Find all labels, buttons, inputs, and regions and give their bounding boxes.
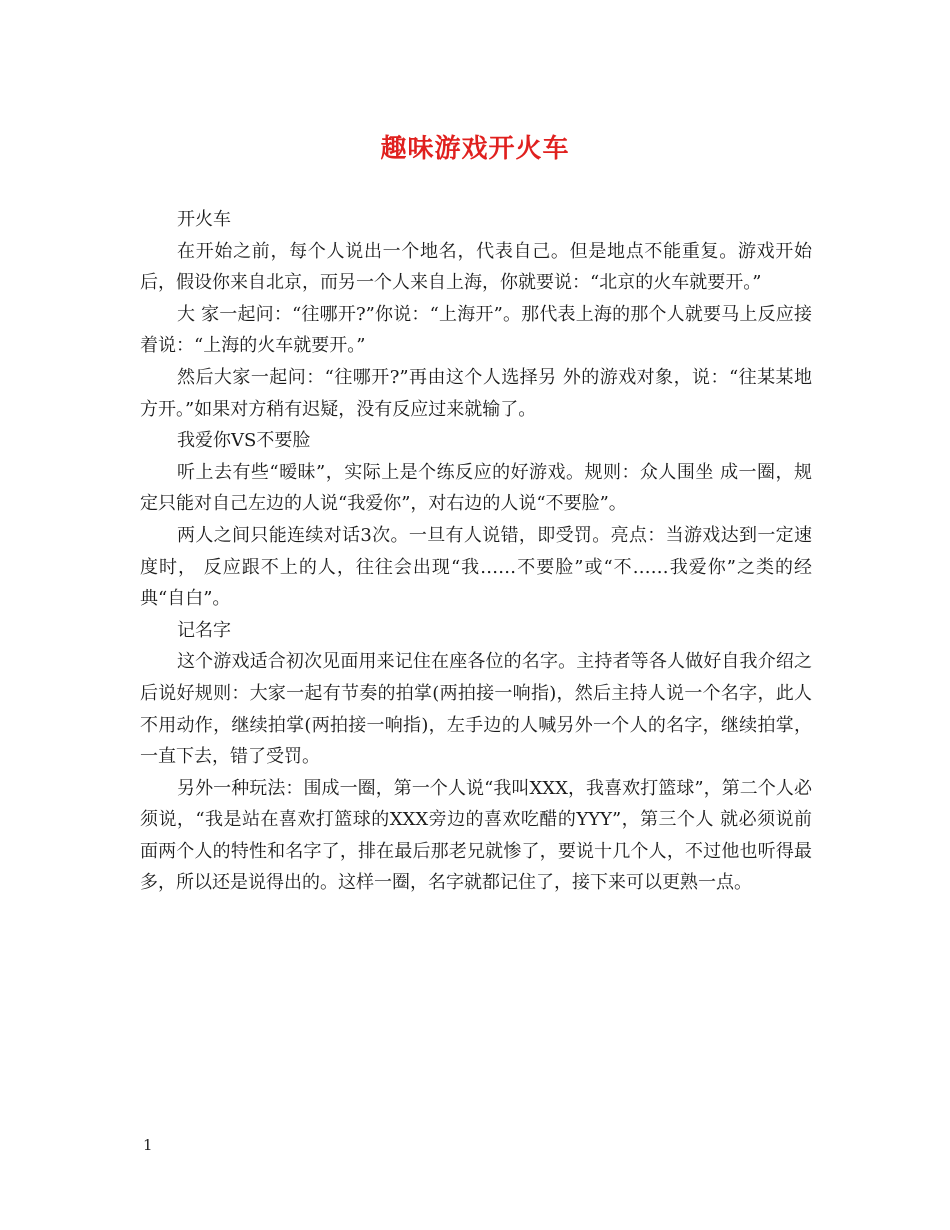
- paragraph: 另外一种玩法：围成一圈，第一个人说“我叫XXX，我喜欢打篮球”，第二个人必须说，“我是站在喜欢打篮球的XXX旁边的喜欢吃醋的YYY”，第三个人 就必须说前面两个人的特性和名字了，排在最后那老兄就惨了，要说十几个人，不过他也听得最多，所以还是说得出的。这样一圈，名字就都记住了，接下来可以更熟一点。: [140, 777, 812, 894]
- paragraph: 听上去有些“暧昧”，实际上是个练反应的好游戏。规则：众人围坐 成一圈，规定只能对自己左边的人说“我爱你”，对右边的人说“不要脸”。: [140, 461, 812, 515]
- section-heading-jimingzi: 记名字: [177, 619, 231, 641]
- paragraph: 大 家一起问：“往哪开?”你说：“上海开”。那代表上海的那个人就要马上反应接着说：“上海的火车就要开。”: [140, 303, 812, 357]
- paragraph: 在开始之前，每个人说出一个地名，代表自己。但是地点不能重复。游戏开始后，假设你来自北京，而另一个人来自上海，你就要说：“北京的火车就要开。”: [140, 240, 812, 294]
- section-heading-kaihuoche: 开火车: [177, 209, 231, 230]
- section-heading-woaini: 我爱你VS不要脸: [177, 430, 311, 452]
- page-number: 1: [143, 1136, 153, 1154]
- paragraph: 两人之间只能连续对话3次。一旦有人说错，即受罚。亮点：当游戏达到一定速度时， 反应跟不上的人，往往会出现“我……不要脸”或“不……我爱你”之类的经典“自白”。: [140, 524, 812, 610]
- document-title: 趣味游戏开火车: [380, 134, 570, 164]
- document-body: [140, 204, 812, 899]
- paragraph: 这个游戏适合初次见面用来记住在座各位的名字。主持者等各人做好自我介绍之后说好规则：大家一起有节奏的拍掌(两拍接一响指)，然后主持人说一个名字，此人不用动作，继续拍掌(两拍接一响指)，左手边的人喊另外一个人的名字，继续拍掌，一直下去，错了受罚。: [140, 651, 812, 768]
- paragraph: 然后大家一起问：“往哪开?”再由这个人选择另 外的游戏对象，说：“往某某地方开。”如果对方稍有迟疑，没有反应过来就输了。: [140, 366, 812, 420]
